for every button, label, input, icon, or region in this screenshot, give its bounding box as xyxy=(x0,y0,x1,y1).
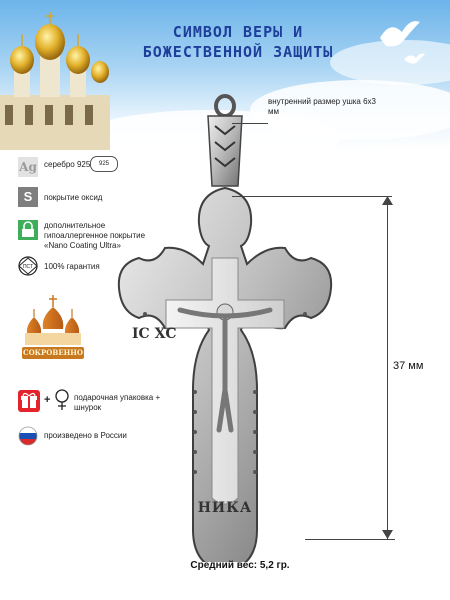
plus-sign: + xyxy=(44,394,51,406)
feature-russia-text: произведено в России xyxy=(44,431,127,440)
brand-name: СОКРОВЕННО xyxy=(23,348,83,357)
quality-mark-text: ПСТ xyxy=(22,264,34,270)
lock-icon xyxy=(18,220,38,240)
brand-logo-domes xyxy=(20,293,86,349)
quality-mark-icon xyxy=(15,255,41,277)
hallmark-badge: 925 xyxy=(90,156,118,172)
cross-side-text: ІС ХС xyxy=(132,326,177,342)
cross-pendant-image xyxy=(100,92,360,562)
russia-flag-icon xyxy=(18,426,38,446)
ag-icon: Ag xyxy=(18,157,38,177)
cross-bottom-text: НИКА xyxy=(197,500,253,516)
annotation-leader-line xyxy=(232,123,268,124)
feature-guarantee-text: 100% гарантия xyxy=(44,262,100,271)
dimension-vertical-line xyxy=(387,197,388,539)
church-domes-image xyxy=(0,10,110,150)
dimension-top-line xyxy=(232,196,392,197)
arrow-up-icon xyxy=(382,196,393,206)
average-weight-text: Средний вес: 5,2 гр. xyxy=(190,560,290,571)
gift-icon xyxy=(18,390,40,412)
loop-size-annotation: внутренний размер ушка 6х3 мм xyxy=(268,97,376,116)
cord-icon xyxy=(54,388,70,414)
title-line-2: БОЖЕСТВЕННОЙ ЗАЩИТЫ xyxy=(142,43,334,61)
feature-silver-text: серебро 925 xyxy=(44,160,91,169)
height-dimension-label: 37 мм xyxy=(393,360,424,372)
title-line-1: СИМВОЛ ВЕРЫ И xyxy=(172,23,304,41)
feature-gift-text: подарочная упаковка + шнурок xyxy=(74,393,161,412)
s-icon: S xyxy=(18,187,38,207)
doves-image xyxy=(360,8,440,78)
arrow-down-icon xyxy=(382,530,393,540)
page-title xyxy=(118,22,358,62)
feature-oxide-text: покрытие оксид xyxy=(44,193,103,202)
feature-coating-text: дополнительное гипоаллергенное покрытие «Nano Coating Ultra» xyxy=(44,221,146,250)
